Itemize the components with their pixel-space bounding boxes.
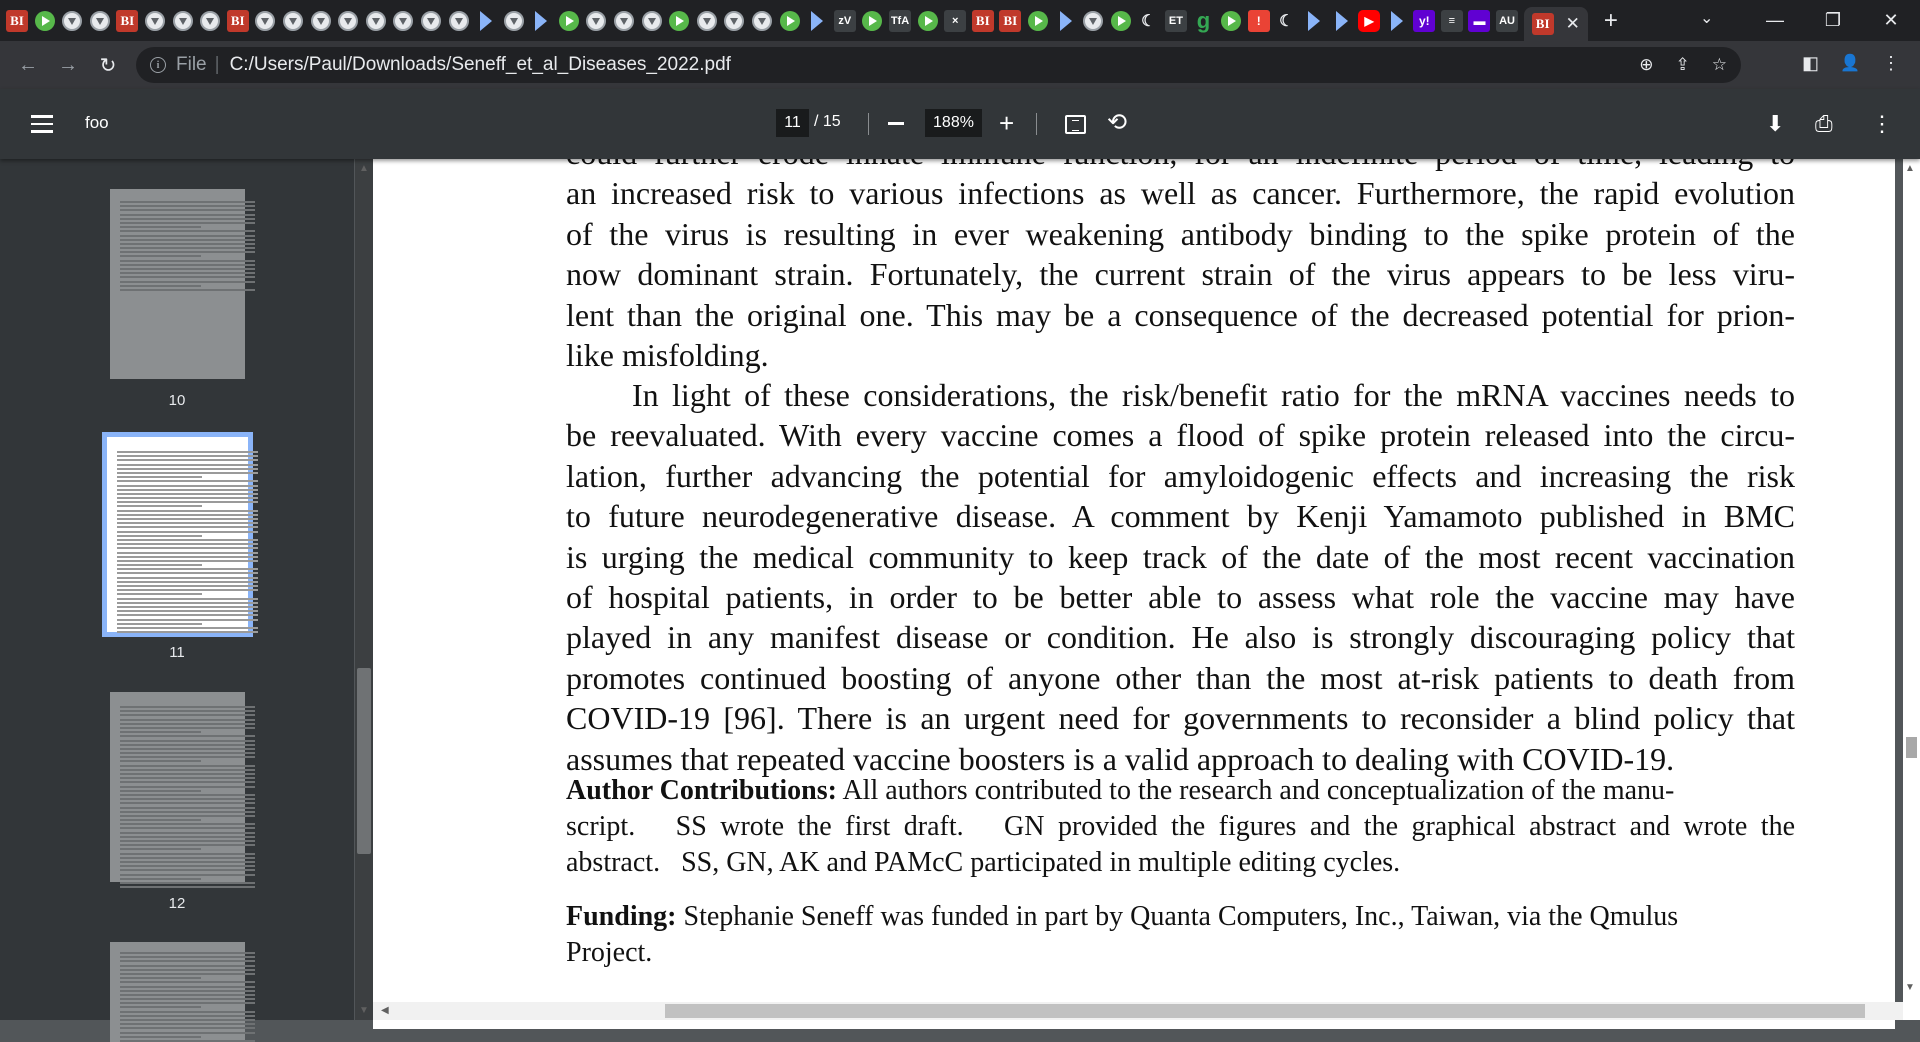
document-title: foo: [85, 113, 109, 132]
text-line: played in any manifest disease or condition. He also is strongly discouraging policy that: [566, 619, 1795, 656]
close-tab-icon[interactable]: ✕: [1565, 14, 1580, 33]
thumbnail-sidebar: [0, 159, 354, 1020]
sidebar-scrollbar[interactable]: [355, 159, 373, 1020]
url-text[interactable]: C:/Users/Paul/Downloads/Seneff_et_al_Diseases_2022.pdf: [229, 54, 731, 75]
tab-favicon-play-icon[interactable]: [1027, 10, 1049, 32]
address-bar[interactable]: [136, 47, 1741, 83]
scroll-up-arrow-icon[interactable]: ▲: [1905, 163, 1915, 174]
tab-strip: [0, 0, 1920, 41]
scroll-left-arrow-icon[interactable]: ◀: [381, 1005, 389, 1016]
page-thumbnail-12[interactable]: [110, 692, 245, 882]
text-line: of hospital patients, in order to be better able to assess what role the vaccine may have: [566, 578, 1795, 615]
tab-favicon-dl-icon[interactable]: [254, 10, 276, 32]
tab-favicon-play-icon[interactable]: [34, 10, 56, 32]
tab-favicon-arrow-icon[interactable]: [1055, 10, 1077, 32]
tab-favicon-text-icon[interactable]: AU: [1496, 10, 1518, 32]
tab-favicon-dl-icon[interactable]: [199, 10, 221, 32]
tab-list: [6, 6, 1618, 36]
tab-favicon-dl-icon[interactable]: [172, 10, 194, 32]
new-tab-button[interactable]: +: [1603, 7, 1618, 34]
active-tab[interactable]: [1524, 7, 1588, 41]
more-actions-icon[interactable]: ⋮: [1871, 111, 1893, 136]
active-tab-favicon-icon: BI: [1532, 13, 1554, 35]
side-panel-icon[interactable]: ◧: [1802, 53, 1820, 73]
thumbnail-label: 12: [168, 895, 186, 912]
tab-favicon-dl-icon[interactable]: [641, 10, 663, 32]
tab-favicon-bi-icon[interactable]: BI: [972, 10, 994, 32]
toolbar-divider: [1036, 113, 1037, 135]
text-line: now dominant strain. Fortunately, the current strain of the virus appears to be less viru-: [566, 256, 1795, 293]
text-line: lent than the original one. This may be a consequence of the decreased potential for prion-: [566, 296, 1795, 333]
share-icon[interactable]: ⇪: [1675, 55, 1690, 74]
section-text: All authors contributed to the research and conceptualization of the manu-: [836, 775, 1675, 806]
tab-favicon-play-icon[interactable]: [1110, 10, 1132, 32]
horizontal-scrollbar-thumb[interactable]: [665, 1004, 1865, 1018]
tab-favicon-dl-icon[interactable]: [585, 10, 607, 32]
page-number-input[interactable]: 11: [776, 109, 809, 137]
toolbar-divider: [868, 113, 869, 135]
funding-section: [566, 899, 1795, 971]
tab-favicon-play-icon[interactable]: [558, 10, 580, 32]
zoom-out-button[interactable]: [888, 122, 904, 125]
tab-favicon-arrow-icon[interactable]: [806, 10, 828, 32]
tab-favicon-text-icon[interactable]: TfA: [889, 10, 911, 32]
tab-favicon-dl-icon[interactable]: [392, 10, 414, 32]
tab-favicon-dl-icon[interactable]: [503, 10, 525, 32]
text-line: assumes that repeated vaccine boosters is a valid approach to dealing with COVID-19.: [566, 740, 1675, 777]
tab-favicon-dl-icon[interactable]: [310, 10, 332, 32]
tab-favicon-dl-icon[interactable]: [613, 10, 635, 32]
tab-search-button[interactable]: ⌄: [1700, 10, 1714, 27]
tab-favicon-moon-icon[interactable]: ☾: [1141, 13, 1156, 30]
text-line: promotes continued boosting of anyone other than the most at-risk patients to death from: [566, 659, 1795, 696]
scroll-up-arrow-icon[interactable]: ▲: [359, 163, 369, 174]
text-line: script. SS wrote the first draft. GN provided the figures and the graphical abstract and wrote the: [566, 811, 1795, 842]
restore-button[interactable]: ❐: [1824, 10, 1842, 30]
tab-favicon-text-icon[interactable]: zV: [834, 10, 856, 32]
forward-button[interactable]: →: [58, 53, 78, 76]
page-thumbnail-10[interactable]: [110, 189, 245, 379]
tab-favicon-dl-icon[interactable]: [89, 10, 111, 32]
tab-favicon-play-icon[interactable]: [917, 10, 939, 32]
url-separator: |: [214, 54, 220, 75]
section-heading: Author Contributions:: [566, 775, 837, 806]
close-window-button[interactable]: ✕: [1883, 10, 1899, 30]
scroll-down-arrow-icon[interactable]: ▼: [359, 1005, 369, 1016]
thumbnail-label: 10: [168, 392, 186, 409]
sidebar-menu-icon[interactable]: [31, 115, 53, 133]
tab-favicon-dl-icon[interactable]: [282, 10, 304, 32]
text-line: like misfolding.: [566, 336, 769, 373]
text-line: COVID-19 [96]. There is an urgent need for governments to reconsider a blind policy that: [566, 700, 1795, 737]
tab-favicon-dl-icon[interactable]: [144, 10, 166, 32]
tab-favicon-arrow-icon[interactable]: [1386, 10, 1408, 32]
browser-toolbar: [0, 41, 1920, 89]
tab-favicon-bi-icon[interactable]: BI: [6, 10, 28, 32]
browser-menu-icon[interactable]: ⋮: [1882, 53, 1900, 73]
tab-favicon-arrow-icon[interactable]: [530, 10, 552, 32]
document-scrollbar[interactable]: [1903, 159, 1920, 1020]
thumbnail-label: 11: [169, 644, 185, 661]
text-line: of the virus is resulting in ever weakening antibody binding to the spike protein of the: [566, 215, 1795, 252]
section-text: Stephanie Seneff was funded in part by Quanta Computers, Inc., Taiwan, via the Qmulus: [676, 901, 1679, 932]
download-icon[interactable]: ⬇: [1766, 111, 1785, 136]
pdf-toolbar: [0, 89, 1920, 159]
tab-favicon-dl-icon[interactable]: [751, 10, 773, 32]
tab-favicon-arrow-icon[interactable]: [1303, 10, 1325, 32]
url-scheme: File: [176, 54, 207, 75]
tab-favicon-yt-icon[interactable]: ▶: [1358, 10, 1380, 32]
fit-to-page-icon[interactable]: [1065, 115, 1086, 134]
tab-favicon-bi-icon[interactable]: BI: [227, 10, 249, 32]
tab-favicon-bi-icon[interactable]: BI: [999, 10, 1021, 32]
text-line: Project.: [566, 937, 653, 968]
reload-button[interactable]: ↻: [99, 54, 117, 77]
text-line: be reevaluated. With every vaccine comes a flood of spike protein released into the circu-: [566, 417, 1795, 454]
tab-favicon-play-icon[interactable]: [668, 10, 690, 32]
text-line: In light of these considerations, the risk/benefit ratio for the mRNA vaccines needs to: [632, 377, 1795, 413]
page-total: / 15: [814, 113, 841, 130]
text-line: [566, 899, 1795, 935]
document-scrollbar-thumb[interactable]: [1906, 737, 1917, 758]
page-thumbnail-11[interactable]: [102, 432, 253, 637]
tab-favicon-play-icon[interactable]: [779, 10, 801, 32]
author-contributions: [566, 773, 1795, 881]
text-line: lation, further advancing the potential for amyloidogenic effects and increasing the risk: [566, 457, 1795, 494]
scroll-down-arrow-icon[interactable]: ▼: [1905, 982, 1915, 993]
rotate-icon[interactable]: ⟲: [1107, 109, 1128, 136]
text-line: [566, 773, 1795, 809]
tab-favicon-bi-icon[interactable]: BI: [116, 10, 138, 32]
tab-favicon-text-icon[interactable]: ET: [1165, 10, 1187, 32]
page-thumbnail-13[interactable]: [110, 942, 245, 1042]
tab-favicon-dl-icon[interactable]: [448, 10, 470, 32]
text-line: to future neurodegenerative disease. A comment by Kenji Yamamoto published in BMC: [566, 498, 1795, 535]
profile-icon[interactable]: 👤: [1840, 55, 1860, 72]
site-info-icon[interactable]: i: [150, 57, 166, 73]
tab-favicon-ya-icon[interactable]: y!: [1413, 10, 1435, 32]
tab-favicon-text-icon[interactable]: ≡: [1441, 10, 1463, 32]
text-line: abstract. SS, GN, AK and PAMcC participated in multiple editing cycles.: [566, 847, 1401, 878]
tab-favicon-play-icon[interactable]: [1220, 10, 1242, 32]
zoom-icon[interactable]: ⊕: [1639, 55, 1654, 74]
bookmark-star-icon[interactable]: ☆: [1711, 55, 1727, 74]
pdf-page: [373, 129, 1895, 1029]
tab-favicon-dl-icon[interactable]: [420, 10, 442, 32]
section-heading: Funding:: [566, 901, 677, 932]
tab-favicon-arrow-icon[interactable]: [475, 10, 497, 32]
document-viewport[interactable]: [373, 159, 1903, 1002]
paragraph-2: [566, 375, 1795, 779]
tab-favicon-text-icon[interactable]: ×: [944, 10, 966, 32]
tab-favicon-dl-icon[interactable]: [723, 10, 745, 32]
tab-favicon-g-icon[interactable]: g: [1196, 8, 1211, 33]
minimize-button[interactable]: —: [1766, 10, 1784, 30]
text-line: is urging the medical community to keep track of the date of the most recent vaccination: [566, 538, 1795, 575]
tab-favicon-dl-icon[interactable]: [337, 10, 359, 32]
paragraph-1: [566, 133, 1795, 375]
tab-favicon-ya-icon[interactable]: ▬: [1468, 10, 1490, 32]
tab-favicon-play-icon[interactable]: [861, 10, 883, 32]
zoom-input[interactable]: 188%: [925, 109, 982, 137]
sidebar-scrollbar-thumb[interactable]: [357, 668, 371, 854]
tab-favicon-arrow-icon[interactable]: [1331, 10, 1353, 32]
back-button[interactable]: ←: [18, 53, 38, 76]
tab-favicon-dl-icon[interactable]: [1082, 10, 1104, 32]
print-icon[interactable]: ⎙: [1815, 111, 1833, 136]
tab-favicon-moon-icon[interactable]: ☾: [1279, 13, 1294, 30]
tab-favicon-dl-icon[interactable]: [365, 10, 387, 32]
omnibox-actions: [1639, 47, 1727, 83]
tab-favicon-red-icon[interactable]: !: [1248, 10, 1270, 32]
tab-favicon-dl-icon[interactable]: [61, 10, 83, 32]
zoom-in-button[interactable]: +: [999, 108, 1015, 138]
tab-favicon-dl-icon[interactable]: [696, 10, 718, 32]
window-controls: [1746, 0, 1920, 41]
text-line: an increased risk to various infections as well as cancer. Furthermore, the rapid evolution: [566, 175, 1795, 212]
